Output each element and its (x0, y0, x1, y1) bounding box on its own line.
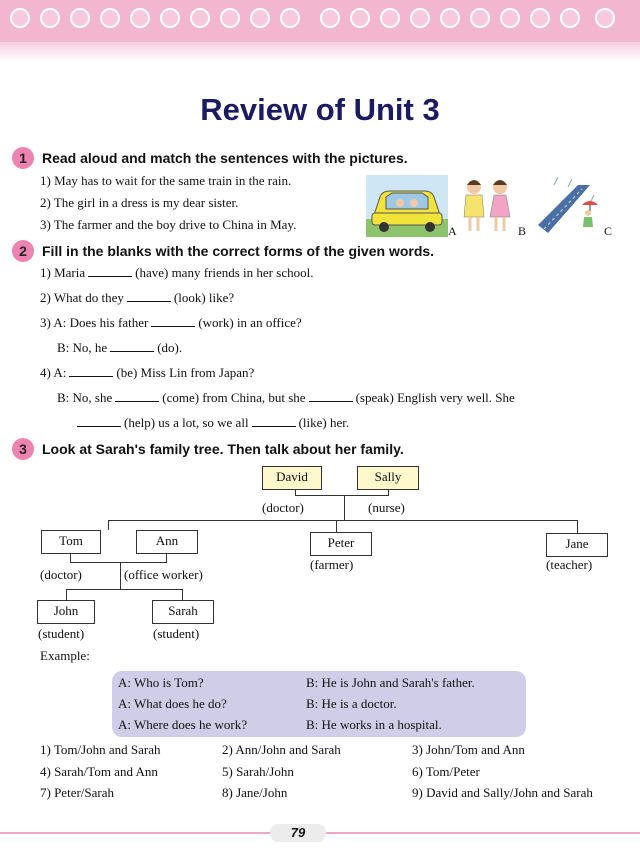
decorative-circle-icon (70, 8, 90, 28)
decorative-circle-icon (220, 8, 240, 28)
decorative-circle-icon (410, 8, 430, 28)
job-label: (nurse) (368, 500, 405, 515)
answer-blank[interactable] (77, 415, 121, 427)
page-number: 79 (270, 824, 326, 842)
sentence-end: (like) her. (298, 415, 350, 430)
prompt-item: 1) Tom/John and Sarah (40, 742, 161, 757)
exercise-line (40, 290, 234, 306)
tree-line (66, 589, 67, 600)
tree-line (577, 520, 578, 533)
answer-blank[interactable] (309, 390, 353, 402)
prompt-item: 2) Ann/John and Sarah (222, 742, 341, 757)
sentence-end: (speak) English very well. She (355, 390, 515, 405)
family-member-sally: Sally (357, 466, 419, 490)
tree-line (166, 554, 167, 562)
section-number-badge: 2 (12, 240, 34, 262)
answer-blank[interactable] (110, 340, 154, 352)
section-heading: Look at Sarah's family tree. Then talk about her family. (42, 441, 404, 457)
section-heading: Read aloud and match the sentences with the pictures. (42, 150, 408, 166)
exercise-line: 3) The farmer and the boy drive to China in May. (40, 217, 297, 232)
prompt-item: 6) Tom/Peter (412, 764, 480, 779)
decorative-circle-icon (350, 8, 370, 28)
exercise-line: 1) May has to wait for the same train in the rain. (40, 173, 292, 188)
decorative-circle-icon (40, 8, 60, 28)
decorative-circle-icon (440, 8, 460, 28)
exercise-line (57, 340, 182, 356)
girls-picture-icon (456, 175, 518, 237)
family-member-ann: Ann (136, 530, 198, 554)
family-member-tom: Tom (41, 530, 101, 554)
decorative-circle-icon (160, 8, 180, 28)
sentence-end: (look) like? (173, 290, 235, 305)
tree-line (66, 589, 183, 590)
prompt-item: 7) Peter/Sarah (40, 785, 115, 800)
job-label: (teacher) (546, 557, 593, 572)
decorative-circle-icon (500, 8, 520, 28)
example-question: A: Who is Tom? (118, 675, 204, 690)
section-number-badge: 3 (12, 438, 34, 460)
job-label: (doctor) (40, 567, 82, 582)
picture-label: B (518, 224, 527, 238)
picture-label: C (604, 224, 613, 238)
decorative-circle-icon (250, 8, 270, 28)
example-label: Example: (40, 648, 90, 663)
example-question: A: What does he do? (118, 696, 227, 711)
sentence-start: B: No, she (57, 390, 113, 405)
sentence-start: 3) A: Does his father (40, 315, 149, 330)
car-picture-icon (366, 175, 448, 237)
tree-line (70, 554, 71, 562)
tree-line (108, 520, 577, 521)
family-member-jane: Jane (546, 533, 608, 557)
exercise-line (40, 315, 302, 331)
prompt-item: 5) Sarah/John (222, 764, 294, 779)
example-answer: B: He is John and Sarah's father. (306, 675, 475, 690)
sentence-end: (have) many friends in her school. (135, 265, 314, 280)
exercise-line (57, 390, 515, 406)
answer-blank[interactable] (127, 290, 171, 302)
job-label: (student) (38, 626, 85, 641)
sentence-end: (work) in an office? (198, 315, 302, 330)
prompt-item: 3) John/Tom and Ann (412, 742, 525, 757)
decorative-circle-icon (190, 8, 210, 28)
section-heading: Fill in the blanks with the correct forms of the given words. (42, 243, 435, 259)
tree-line (295, 495, 389, 496)
tree-line (108, 520, 109, 530)
answer-blank[interactable] (69, 365, 113, 377)
section-number-badge: 1 (12, 147, 34, 169)
sentence-start: 2) What do they (40, 290, 124, 305)
family-member-david: David (262, 466, 322, 490)
prompt-item: 4) Sarah/Tom and Ann (40, 764, 158, 779)
example-question: A: Where does he work? (118, 717, 247, 732)
answer-blank[interactable] (151, 315, 195, 327)
band-fade (0, 42, 640, 62)
job-label: (farmer) (310, 557, 354, 572)
decorative-circle-icon (130, 8, 150, 28)
answer-blank[interactable] (88, 265, 132, 277)
job-label: (student) (153, 626, 200, 641)
train-rain-picture-icon (538, 175, 602, 237)
sentence-start: B: No, he (57, 340, 108, 355)
exercise-line (74, 415, 349, 431)
job-label: (doctor) (262, 500, 304, 515)
sentence-middle: (come) from China, but she (162, 390, 306, 405)
sentence-middle: (help) us a lot, so we all (124, 415, 249, 430)
tree-line (182, 589, 183, 600)
decorative-circle-icon (595, 8, 615, 28)
example-answer: B: He works in a hospital. (306, 717, 442, 732)
family-member-john: John (37, 600, 95, 624)
tree-line (70, 562, 167, 563)
decorative-circle-icon (10, 8, 30, 28)
sentence-end: (do). (157, 340, 183, 355)
prompt-item: 8) Jane/John (222, 785, 288, 800)
picture-label: A (448, 224, 457, 238)
job-label: (office worker) (124, 567, 203, 582)
decorative-circle-icon (470, 8, 490, 28)
family-member-sarah: Sarah (152, 600, 214, 624)
decorative-circle-icon (530, 8, 550, 28)
prompt-item: 9) David and Sally/John and Sarah (412, 785, 593, 800)
decorative-circle-icon (560, 8, 580, 28)
decorative-circle-icon (100, 8, 120, 28)
example-answer: B: He is a doctor. (306, 696, 397, 711)
decorative-circle-icon (320, 8, 340, 28)
sentence-start: 4) A: (40, 365, 67, 380)
exercise-line (40, 365, 254, 381)
tree-line (344, 495, 345, 521)
sentence-end: (be) Miss Lin from Japan? (116, 365, 255, 380)
answer-blank[interactable] (115, 390, 159, 402)
answer-blank[interactable] (252, 415, 296, 427)
decorative-circle-icon (380, 8, 400, 28)
family-member-peter: Peter (310, 532, 372, 556)
decorative-circle-icon (280, 8, 300, 28)
sentence-start: 1) Maria (40, 265, 86, 280)
tree-line (120, 562, 121, 589)
exercise-line (40, 265, 313, 281)
exercise-line: 2) The girl in a dress is my dear sister. (40, 195, 239, 210)
page-title: Review of Unit 3 (200, 92, 440, 127)
tree-line (336, 520, 337, 532)
